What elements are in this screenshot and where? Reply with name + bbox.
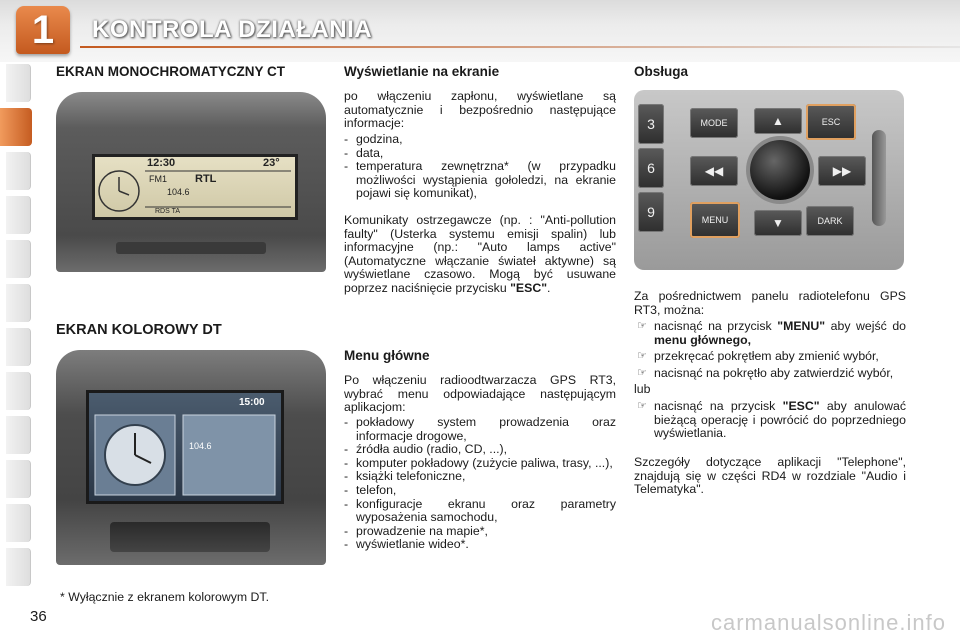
list-item: - wyświetlanie wideo*. bbox=[344, 538, 616, 552]
list-item: ☞ przekręcać pokrętłem aby zmienić wybór, bbox=[634, 350, 906, 364]
step4-pre: nacisnąć na przycisk bbox=[654, 399, 776, 413]
operation-heading: Obsługa bbox=[634, 64, 689, 79]
menu-key: "MENU" bbox=[777, 319, 826, 333]
side-tab[interactable] bbox=[6, 372, 31, 410]
side-tab-active[interactable] bbox=[0, 108, 32, 146]
footnote: * Wyłącznie z ekranem kolorowym DT. bbox=[60, 590, 269, 604]
mono-lcd bbox=[92, 154, 298, 220]
list-item: - źródła audio (radio, CD, ...), bbox=[344, 443, 616, 457]
alerts-end: . bbox=[547, 280, 551, 295]
display-heading: Wyświetlanie na ekranie bbox=[344, 64, 500, 79]
mono-screen-photo bbox=[56, 92, 326, 272]
page-number: 36 bbox=[30, 608, 47, 625]
operation-intro: Za pośrednictwem panelu radiotelefonu GPS RT3, można: bbox=[634, 289, 906, 317]
fast-forward-icon: ▶▶ bbox=[818, 156, 866, 186]
lcd-frequency: 104.6 bbox=[167, 187, 190, 197]
list-item: - pokładowy system prowadzenia oraz informacje drogowe, bbox=[344, 416, 616, 443]
color-screen-frequency: 104.6 bbox=[189, 441, 212, 451]
preset-3-button: 3 bbox=[638, 104, 664, 144]
list-item: - data, bbox=[344, 147, 616, 161]
display-items-list bbox=[344, 133, 616, 201]
alerts-text: Komunikaty ostrzegawcze (np. : "Anti-pollution faulty" (Usterka systemu emisji spalin) lub informacyjne (np.: "Auto lamps active" (Automatyczne włączanie świateł aktywne) są wyświetlane czasowo. Mogą być usuwane poprzez naciśnięcie przycisku bbox=[344, 213, 616, 295]
preset-6-button: 6 bbox=[638, 148, 664, 188]
menu-button: MENU bbox=[690, 202, 740, 238]
alerts-paragraph bbox=[344, 214, 616, 296]
main-menu-intro: Po włączeniu radioodtwarzacza GPS RT3, wybrać menu odpowiadające następującym aplikacjom: bbox=[344, 373, 616, 415]
list-item bbox=[634, 400, 906, 441]
down-arrow-icon: ▼ bbox=[754, 210, 802, 236]
rewind-icon: ◀◀ bbox=[690, 156, 738, 186]
side-tab[interactable] bbox=[6, 64, 31, 102]
step4-post: aby anulować bieżącą operację i powrócić do poprzedniego wyświetlania. bbox=[654, 399, 906, 441]
side-tab[interactable] bbox=[6, 284, 31, 322]
chapter-side-tabs bbox=[0, 64, 34, 574]
list-item: - komputer pokładowy (zużycie paliwa, trasy, ...), bbox=[344, 457, 616, 471]
up-arrow-icon: ▲ bbox=[754, 108, 802, 134]
list-item: - telefon, bbox=[344, 484, 616, 498]
mono-screen-heading: EKRAN MONOCHROMATYCZNY CT bbox=[56, 64, 285, 79]
preset-9-button: 9 bbox=[638, 192, 664, 232]
title-divider bbox=[80, 46, 960, 48]
side-tab[interactable] bbox=[6, 548, 31, 586]
alerts-esc-key: "ESC" bbox=[510, 280, 548, 295]
operation-steps bbox=[634, 320, 906, 383]
color-screen bbox=[86, 390, 284, 504]
rotary-knob-icon bbox=[750, 140, 810, 200]
list-item: ☞ nacisnąć na pokrętło aby zatwierdzić wybór, bbox=[634, 367, 906, 381]
side-tab[interactable] bbox=[6, 240, 31, 278]
lcd-time: 12:30 bbox=[147, 157, 176, 169]
side-tab[interactable] bbox=[6, 152, 31, 190]
list-item: - konfiguracje ekranu oraz parametry wyposażenia samochodu, bbox=[344, 498, 616, 525]
esc-button: ESC bbox=[806, 104, 856, 140]
operation-steps-alt bbox=[634, 400, 906, 444]
vent-grille bbox=[116, 242, 266, 254]
display-intro: po włączeniu zapłonu, wyświetlane są automatycznie i bezpośrednio następujące informacje: bbox=[344, 89, 616, 131]
lcd-temperature: 23° bbox=[263, 157, 280, 169]
mode-button: MODE bbox=[690, 108, 738, 138]
watermark: carmanualsonline.info bbox=[710, 610, 946, 635]
step1-mid: aby wejść do bbox=[830, 319, 907, 333]
side-tab[interactable] bbox=[6, 460, 31, 498]
lcd-info: RDS TA bbox=[155, 208, 181, 215]
main-menu-list bbox=[344, 416, 616, 552]
chapter-number: 1 bbox=[31, 8, 55, 52]
rt3-control-panel-photo bbox=[634, 90, 904, 270]
step1-pre: nacisnąć na przycisk bbox=[654, 319, 772, 333]
side-tab[interactable] bbox=[6, 504, 31, 542]
color-screen-photo bbox=[56, 350, 326, 565]
card-slot bbox=[872, 130, 886, 226]
dark-button: DARK bbox=[806, 206, 854, 236]
side-tab[interactable] bbox=[6, 416, 31, 454]
side-tab[interactable] bbox=[6, 196, 31, 234]
color-screen-clock-icon bbox=[89, 393, 281, 501]
main-menu-target: menu głównego, bbox=[654, 332, 752, 347]
color-screen-heading: EKRAN KOLOROWY DT bbox=[56, 322, 222, 338]
or-label: lub bbox=[634, 382, 651, 396]
details-paragraph: Szczegóły dotyczące aplikacji "Telephone", znajdują się w części RD4 w rozdziale "Audio i Telematyka". bbox=[634, 455, 906, 497]
lcd-station: RTL bbox=[195, 173, 217, 185]
page-title: KONTROLA DZIAŁANIA bbox=[92, 16, 373, 43]
vent-grille bbox=[110, 522, 270, 552]
esc-key: "ESC" bbox=[782, 399, 820, 413]
lcd-preset: FM1 bbox=[149, 174, 167, 184]
list-item: - godzina, bbox=[344, 133, 616, 147]
list-item: - prowadzenie na mapie*, bbox=[344, 525, 616, 539]
list-item bbox=[634, 320, 906, 347]
side-tab[interactable] bbox=[6, 328, 31, 366]
color-screen-time: 15:00 bbox=[239, 397, 265, 408]
list-item: - książki telefoniczne, bbox=[344, 470, 616, 484]
main-menu-heading: Menu główne bbox=[344, 348, 430, 363]
list-item: - temperatura zewnętrzna* (w przypadku możliwości wystąpienia gołoledzi, na ekranie pojawi się komunikat), bbox=[344, 160, 616, 201]
